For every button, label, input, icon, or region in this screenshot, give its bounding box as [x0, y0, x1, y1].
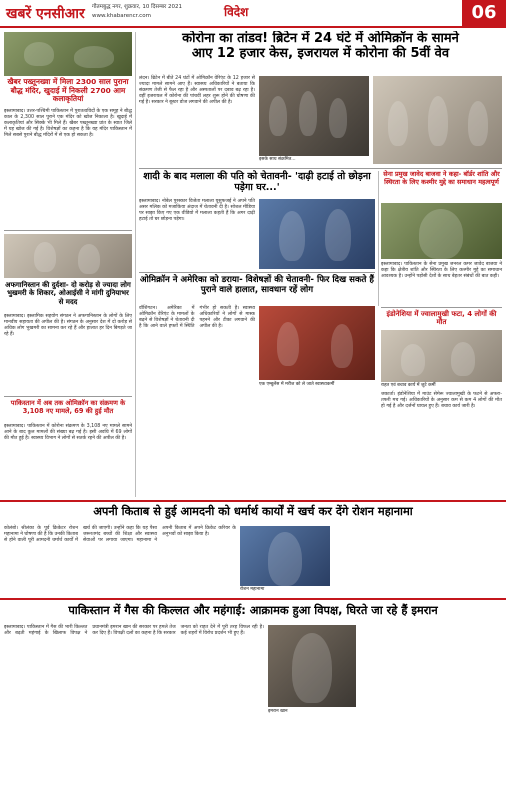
afghan-headline: अफगानिस्तान की दुर्दशा- दो करोड़ से ज्यादा लोग भुखमरी के शिकार, ओआईसी ने मांगी दुनियाभर से मदद [5, 281, 131, 306]
left-column [4, 32, 132, 497]
newspaper-logo: खबरें एनसीआर [6, 6, 85, 22]
section-title: विदेश [224, 5, 249, 19]
volcano-headline: इंडोनेशिया में ज्वालामुखी फटा, 4 लोगों की मौत [386, 310, 497, 327]
pak-gas-headline: पाकिस्तान में गैस की किल्लत और महंगाई: आक्रामक हुआ विपक्ष, घिरते जा रहे हैं इमरान [68, 603, 438, 617]
page-number: 06 [462, 0, 506, 26]
imran-khan-caption: इमरान खान [268, 709, 288, 714]
book-body-right [334, 526, 502, 594]
omicron-us-body: वॉशिंगटन। अमेरिका में ओमिक्रॉन वेरिएंट के मामलों के बढ़ने से विशेषज्ञों ने चेतावनी दी है कि आने वाले हफ्तों में स्थिति गंभीर हो सकती है। स्वास्थ्य अधिकारियों ने लोगों से मास्क पहनने और टीका लगवाने की अपील की है। [139, 306, 255, 330]
crowd-photo-caption: इसके साथ संक्रमित... [259, 157, 296, 162]
pak-gas-body: इस्लामाबाद। पाकिस्तान में गैस की भारी किल्लत और बढ़ती महंगाई के खिलाफ विपक्ष ने प्रधानमंत्री इमरान खान की सरकार पर हमले तेज कर दिए हैं। विपक्षी दलों का कहना है कि सरकार जनता को राहत देने में पूरी तरह विफल रही है। कई शहरों में विरोध प्रदर्शन भी हुए हैं। [4, 625, 264, 637]
pak-covid-body: इस्लामाबाद। पाकिस्तान में कोरोना संक्रमण के 3,108 नए मामले सामने आने के बाद कुल मामलों की संख्या बढ़ गई है। इसी अवधि में 69 लोगों की मौत हुई है। स्वास्थ्य विभाग ने लोगों से सतर्क रहने की अपील की है। [4, 424, 132, 442]
army-chief-headline: सेना प्रमुख जावेद बाजवा ने कहा- बॉर्डर शांति और स्थिरता के लिए कश्मीर मुद्दे का समाधान महत्वपूर्ण [383, 170, 500, 186]
afghan-body: इस्लामाबाद। इस्लामिक सहयोग संगठन ने अफगानिस्तान के लोगों के लिए मानवीय सहायता की अपील की है। संगठन के अनुसार देश में दो करोड़ से अधिक लोग भुखमरी का सामना कर रहे हैं और हालात हर दिन बिगड़ते जा रहे हैं। [4, 314, 132, 338]
masthead-meta [92, 3, 182, 21]
temple-headline: खैबर पख्तूनख्वा में मिला 2300 साल पुराना बौद्ध मंदिर, खुदाई में निकली 2700 आम कलाकृतियां [7, 77, 129, 104]
masthead [0, 0, 506, 28]
ambulance-caption: एक एम्बुलेंस में मरीज को ले जाते स्वास्थ्यकर्मी [259, 382, 335, 387]
book-headline: अपनी किताब से हुई आमदनी को धर्मार्थ कार्यों में खर्च कर देंगे रोशन महानामा [93, 504, 413, 518]
book-body: कोलंबो। श्रीलंका के पूर्व क्रिकेटर रोशन महानामा ने घोषणा की है कि उनकी किताब से होने वाली पूरी आमदनी धर्मार्थ कार्यों में खर्च की जाएगी। उन्होंने कहा कि यह पैसा जरूरतमंद बच्चों की शिक्षा और स्वास्थ्य सेवाओं पर लगाया जाएगा। महानामा ने अपनी किताब में अपने क्रिकेट करियर के अनुभवों को साझा किया है। [4, 526, 236, 544]
army-chief-body: इस्लामाबाद। पाकिस्तान के सेना प्रमुख जनरल कमर जावेद बाजवा ने कहा कि क्षेत्रीय शांति और स्थिरता के लिए कश्मीर मुद्दे का समाधान आवश्यक है। उन्होंने पड़ोसी देशों के साथ बेहतर संबंधों की बात कही। [381, 262, 502, 280]
omicron-us-body-extra [259, 396, 375, 426]
temple-photo [4, 32, 132, 76]
malala-headline: शादी के बाद मलाला की पति को चेतावनी- 'दाढ़ी हटाई तो छोड़ना पड़ेगा घर...' [143, 171, 371, 194]
ambulance-photo [259, 306, 375, 380]
street-photo [373, 76, 502, 164]
lead-headline-line2: आए 12 हजार केस, इजरायल में कोरोना की 5वीं वेव [191, 46, 450, 62]
afghan-photo [4, 234, 132, 278]
pak-covid-headline: पाकिस्तान में अब तक ओमिक्रॉन का संक्रमण के 3,108 नए मामले, 69 की हुई मौत [10, 399, 126, 415]
malala-body: इस्लामाबाद। नोबेल पुरस्कार विजेता मलाला यूसुफजई ने अपने पति असर मलिक को मजाकिया अंदाज में चेतावनी दी है। सोशल मीडिया पर साझा किए गए एक वीडियो में मलाला कहती हैं कि अगर दाढ़ी हटाई तो घर छोड़ना पड़ेगा। [139, 199, 255, 223]
volcano-body: जकार्ता। इंडोनेशिया में माउंट सेमेरू ज्वालामुखी के फटने से अफरा-तफरी मच गई। अधिकारियों के अनुसार कम से कम 4 लोगों की मौत हो गई है और दर्जनों घायल हुए हैं। बचाव कार्य जारी है। [381, 392, 502, 410]
mahanama-photo [240, 526, 330, 586]
masthead-website: www.khabarencr.com [92, 13, 151, 19]
malala-photo [259, 199, 375, 269]
lead-headline-line1: कोरोना का तांडव! ब्रिटेन में 24 घंटे में ओमिक्रॉन के सामने [182, 31, 459, 46]
volcano-caption: राहत एवं बचाव कार्य में जुटे कर्मी [381, 383, 436, 388]
temple-body: इस्लामाबाद। उत्तर-पश्चिमी पाकिस्तान में पुरातत्वविदों के एक समूह ने बौद्ध काल के 2,300 साल पुराने एक मंदिर को खोज निकाला है। खुदाई में कलाकृतियां और सिक्के भी मिले हैं। खैबर पख्तूनख्वा प्रांत के स्वात जिले में यह खोज की गई है। विशेषज्ञों का कहना है कि यह मंदिर पाकिस्तान में मिले सबसे पुराने बौद्ध मंदिरों में से एक हो सकता है। [4, 109, 132, 139]
lead-story-headline [139, 31, 502, 73]
crowd-photo [259, 76, 369, 156]
army-chief-photo [381, 203, 502, 259]
masthead-date: गौतमबुद्ध नगर, शुक्रवार, 10 दिसम्बर 2021 [92, 4, 183, 10]
imran-khan-photo [268, 625, 356, 707]
pak-gas-body-right [360, 625, 502, 795]
lead-story-body: लंदन। ब्रिटेन में बीते 24 घंटों में ओमिक्रॉन वेरिएंट के 12 हजार से ज्यादा मामले सामने आए हैं। स्वास्थ्य अधिकारियों ने बताया कि संक्रमण तेजी से फैल रहा है और अस्पतालों पर दबाव बढ़ रहा है। वहीं इजरायल में कोरोना की पांचवीं लहर शुरू होने की घोषणा की गई है। सरकार ने बूस्टर डोज लगवाने की अपील की है। [139, 76, 255, 106]
volcano-photo [381, 330, 502, 382]
omicron-us-headline: ओमिक्रॉन ने अमेरिका को डराया- विशेषज्ञों की चेतावनी- फिर दिख सकते हैं पुराने वाले हालात, सावधान रहें लोग [140, 275, 374, 296]
mahanama-caption: रोशन महानामा [240, 587, 265, 592]
